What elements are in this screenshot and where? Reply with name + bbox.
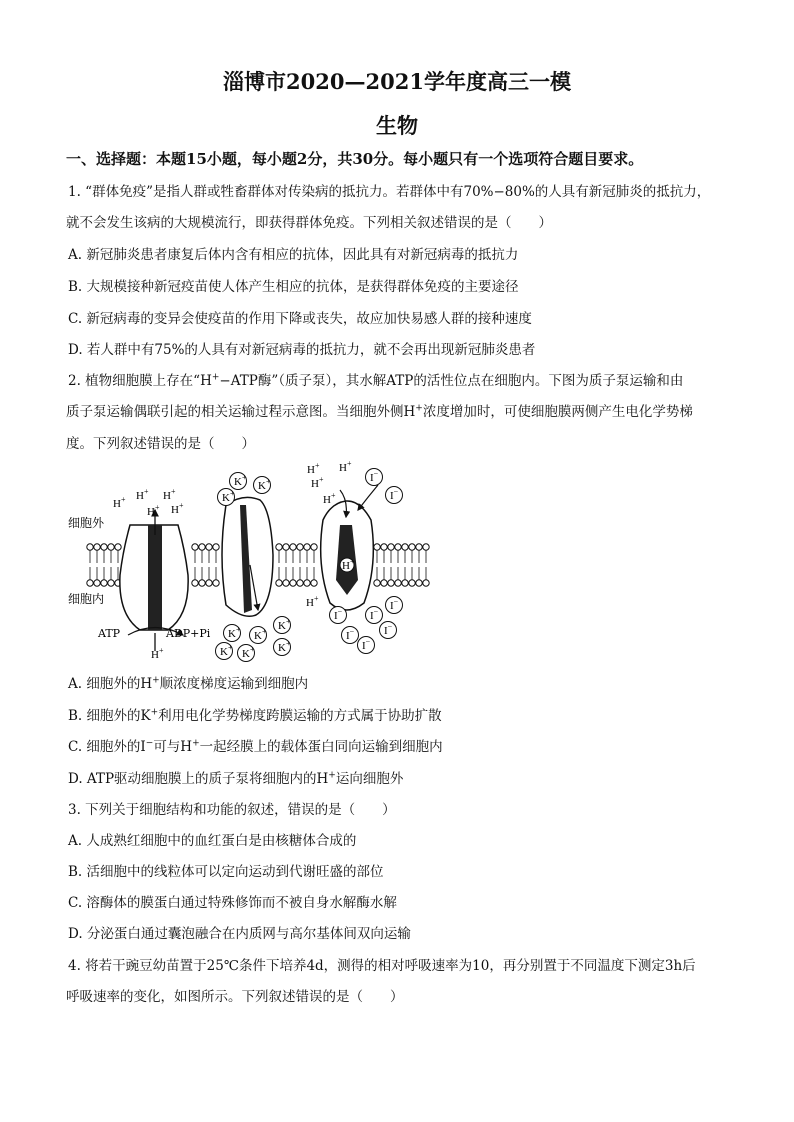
q2-option-c: C. 细胞外的I−可与H+一起经膜上的载体蛋白同向运输到细胞内 <box>68 738 443 755</box>
potassium-ion <box>250 627 267 644</box>
hydrogen-ion <box>311 475 324 490</box>
label-atp: ATP <box>98 627 121 640</box>
svg-text:I−: I− <box>390 597 399 612</box>
q1-stem-line1: 1. “群体免疫”是指人群或牲畜群体对传染病的抵抗力。若群体中有70%−80%的人具有新冠肺炎的抵抗力， <box>68 184 711 200</box>
svg-text:K+: K+ <box>242 645 255 660</box>
svg-text:H+: H+ <box>113 495 126 510</box>
iodide-ion <box>386 487 403 504</box>
svg-text:I−: I− <box>390 487 399 502</box>
q1-stem-line2: 就不会发生该病的大规模流行，即获得群体免疫。下列相关叙述错误的是（ ） <box>66 215 552 231</box>
q2-stem-line2: 质子泵运输偶联引起的相关运输过程示意图。当细胞外侧H+浓度增加时，可使细胞膜两侧产生电化学势梯 <box>66 403 693 420</box>
svg-text:K+: K+ <box>278 617 291 632</box>
iodide-ion <box>366 607 383 624</box>
q4-stem-line1: 4. 将若干豌豆幼苗置于25℃条件下培养4d，测得的相对呼吸速率为10，再分别置于不同温度下测定3h后 <box>68 958 696 974</box>
q3-option-c: C. 溶酶体的膜蛋白通过特殊修饰而不被自身水解酶水解 <box>68 895 397 911</box>
hydrogen-ion <box>163 487 176 502</box>
q1-option-c: C. 新冠病毒的变异会使疫苗的作用下降或丧失，故应加快易感人群的接种速度 <box>68 311 532 327</box>
potassium-ion <box>218 489 235 506</box>
q1-option-a: A. 新冠肺炎患者康复后体内含有相应的抗体，因此具有对新冠病毒的抵抗力 <box>68 247 519 263</box>
potassium-ion <box>254 477 271 494</box>
label-inside-cell: 细胞内 <box>68 592 105 606</box>
q1-option-b: B. 大规模接种新冠疫苗使人体产生相应的抗体，是获得群体免疫的主要途径 <box>68 279 519 295</box>
svg-text:H+: H+ <box>163 487 176 502</box>
hydrogen-ion <box>323 491 336 506</box>
q2-stem-line1: 2. 植物细胞膜上存在“H+−ATP酶”（质子泵），其水解ATP的活性位点在细胞内。下图为质子泵运输和由 <box>68 372 684 389</box>
q3-option-a: A. 人成熟红细胞中的血红蛋白是由核糖体合成的 <box>68 833 357 849</box>
svg-text:K+: K+ <box>254 627 267 642</box>
section-heading: 一、选择题：本题15小题，每小题2分，共30分。每小题只有一个选项符合题目要求。 <box>66 150 644 168</box>
svg-text:H+: H+ <box>342 557 355 572</box>
exam-title: 淄博市2020—2021学年度高三一模 <box>223 69 571 94</box>
hydrogen-ion <box>147 503 160 518</box>
q3-option-d: D. 分泌蛋白通过囊泡融合在内质网与高尔基体间双向运输 <box>68 926 411 942</box>
iodide-ion <box>358 637 375 654</box>
svg-text:H+: H+ <box>323 491 336 506</box>
iodide-ion <box>380 622 397 639</box>
svg-text:I−: I− <box>370 607 379 622</box>
svg-text:K+: K+ <box>220 643 233 658</box>
svg-text:I−: I− <box>334 607 343 622</box>
potassium-channel-protein <box>222 497 273 616</box>
hydrogen-ion <box>151 646 164 661</box>
svg-text:I−: I− <box>346 627 355 642</box>
hydrogen-ion <box>339 459 352 474</box>
potassium-ion <box>224 625 241 642</box>
q3-option-b: B. 活细胞中的线粒体可以定向运动到代谢旺盛的部位 <box>68 864 384 880</box>
label-adp-pi: ADP+Pi <box>166 627 211 640</box>
q2-stem-line3: 度。下列叙述错误的是（ ） <box>66 436 255 452</box>
svg-text:I−: I− <box>362 637 371 652</box>
q2-option-b: B. 细胞外的K+利用电化学势梯度跨膜运输的方式属于协助扩散 <box>68 707 442 724</box>
q4-stem-line2: 呼吸速率的变化，如图所示。下列叙述错误的是（ ） <box>66 989 404 1005</box>
svg-text:K+: K+ <box>278 639 291 654</box>
svg-text:H+: H+ <box>307 461 320 476</box>
svg-text:H+: H+ <box>151 646 164 661</box>
q1-option-d: D. 若人群中有75%的人具有对新冠病毒的抵抗力，就不会再出现新冠肺炎患者 <box>68 342 536 358</box>
iodide-ion <box>386 597 403 614</box>
potassium-ion <box>216 643 233 660</box>
potassium-ion <box>274 617 291 634</box>
iodide-ion <box>342 627 359 644</box>
iodide-ion <box>366 469 383 486</box>
hydrogen-ion <box>136 487 149 502</box>
q3-stem: 3. 下列关于细胞结构和功能的叙述，错误的是（ ） <box>68 802 396 818</box>
svg-text:K+: K+ <box>234 473 247 488</box>
hydrogen-ion <box>307 461 320 476</box>
svg-text:H+: H+ <box>147 503 160 518</box>
svg-text:H+: H+ <box>311 475 324 490</box>
potassium-ion <box>238 645 255 662</box>
q2-option-d: D. ATP驱动细胞膜上的质子泵将细胞内的H+运向细胞外 <box>68 770 404 787</box>
svg-text:I−: I− <box>370 469 379 484</box>
svg-text:K+: K+ <box>228 625 241 640</box>
svg-text:H+: H+ <box>171 501 184 516</box>
subject-title: 生物 <box>376 113 418 138</box>
svg-text:H+: H+ <box>339 459 352 474</box>
svg-text:K+: K+ <box>258 477 271 492</box>
potassium-ion <box>274 639 291 656</box>
hydrogen-ion <box>306 594 319 609</box>
potassium-ion <box>230 473 247 490</box>
hydrogen-ion <box>113 495 126 510</box>
q2-option-a: A. 细胞外的H+顺浓度梯度运输到细胞内 <box>68 675 309 692</box>
hydrogen-ion <box>171 501 184 516</box>
svg-text:H+: H+ <box>136 487 149 502</box>
iodide-ion <box>330 607 347 624</box>
svg-text:I−: I− <box>384 622 393 637</box>
svg-text:K+: K+ <box>222 489 235 504</box>
label-outside-cell: 细胞外 <box>68 516 105 530</box>
svg-text:H+: H+ <box>306 594 319 609</box>
proton-pump-diagram <box>68 455 438 665</box>
